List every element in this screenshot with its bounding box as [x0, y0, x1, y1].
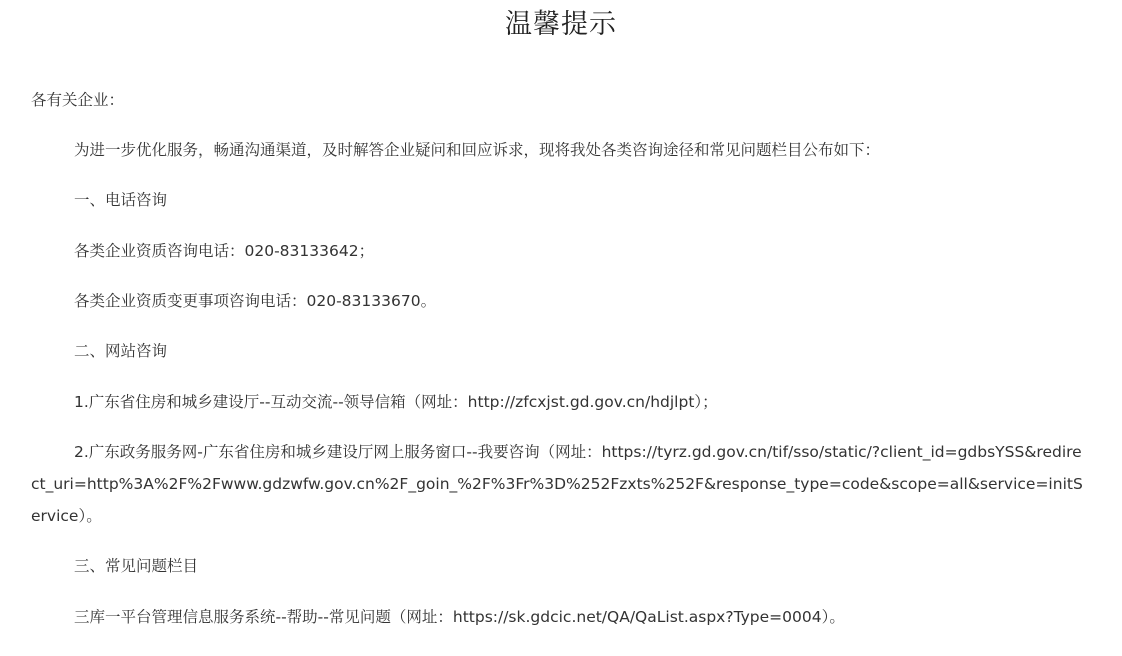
- phone-line-change: 各类企业资质变更事项咨询电话：020-83133670。: [74, 292, 437, 310]
- phone-line-qualification: 各类企业资质咨询电话：020-83133642；: [74, 242, 375, 260]
- page-title: 温馨提示: [505, 9, 617, 40]
- website-item-1[interactable]: 1.广东省住房和城乡建设厅--互动交流--领导信箱（网址：http://zfcxjst.gd.gov.cn/hdjlpt）；: [74, 393, 718, 411]
- section-heading-website: 二、网站咨询: [74, 342, 168, 360]
- section-heading-faq: 三、常见问题栏目: [74, 557, 199, 575]
- greeting: 各有关企业：: [31, 91, 125, 109]
- website-item-2[interactable]: 2.广东政务服务网-广东省住房和城乡建设厅网上服务窗口--我要咨询（网址：https://tyrz.gd.gov.cn/tif/sso/static/?client_id=gdbsYSS&redirect_uri=http%3A%2F%2Fwww.gdzwfw.gov.cn%2F_goin_%2F%3Fr%3D%252Fzxts%252F&response_type=code&scope=all&service=initService）。: [31, 443, 1083, 525]
- faq-item[interactable]: 三库一平台管理信息服务系统--帮助--常见问题（网址：https://sk.gdcic.net/QA/QaList.aspx?Type=0004）。: [74, 608, 845, 626]
- section-heading-phone: 一、电话咨询: [74, 191, 168, 209]
- intro-paragraph: 为进一步优化服务，畅通沟通渠道，及时解答企业疑问和回应诉求，现将我处各类咨询途径和常见问题栏目公布如下：: [74, 141, 881, 159]
